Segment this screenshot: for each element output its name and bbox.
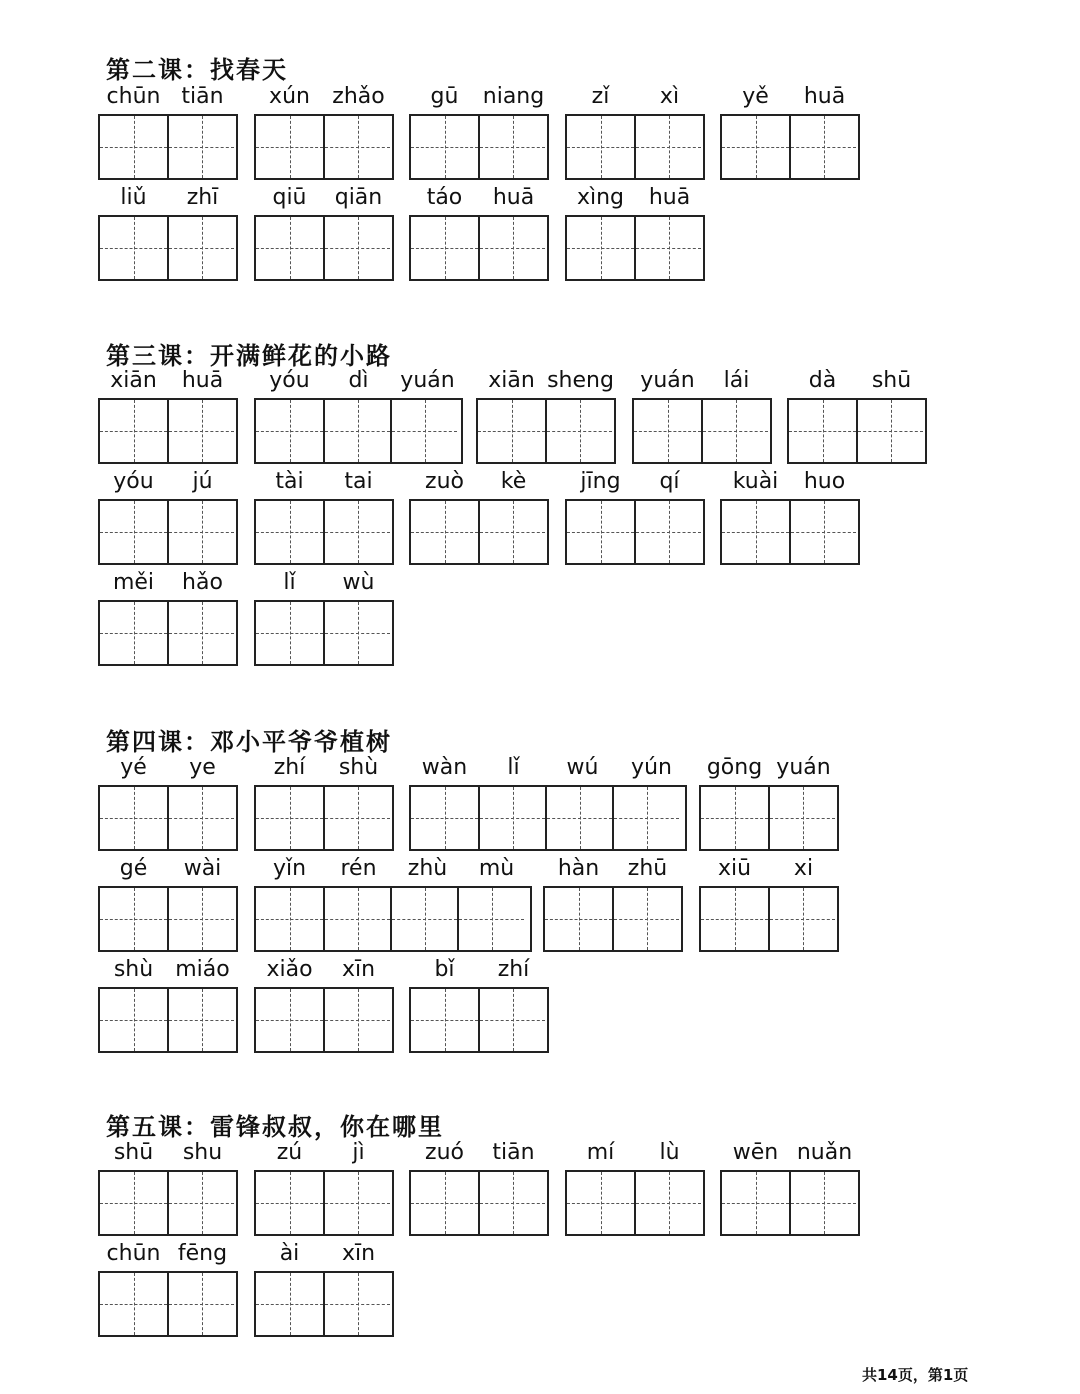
pinyin-syllable: miáo xyxy=(175,957,230,982)
pinyin-syllable: xi xyxy=(793,856,814,881)
pinyin-syllable: wài xyxy=(183,856,222,881)
pinyin-row xyxy=(409,955,549,985)
pinyin-syllable: jì xyxy=(352,1140,365,1165)
writing-cell[interactable] xyxy=(411,217,478,279)
tianzige-boxes xyxy=(98,1170,238,1236)
writing-cell[interactable] xyxy=(768,787,835,849)
writing-cell[interactable] xyxy=(167,888,234,950)
writing-cell[interactable] xyxy=(100,1172,167,1234)
writing-cell[interactable] xyxy=(478,400,545,462)
pinyin-row xyxy=(720,467,860,497)
pinyin-row xyxy=(98,366,238,396)
writing-cell[interactable] xyxy=(167,116,234,178)
pinyin-row xyxy=(98,854,238,884)
tianzige-boxes xyxy=(720,499,860,565)
writing-cell[interactable] xyxy=(567,116,634,178)
pinyin-row xyxy=(409,753,687,783)
tianzige-boxes xyxy=(254,215,394,281)
pinyin-syllable: huā xyxy=(181,368,224,393)
tianzige-boxes xyxy=(98,499,238,565)
tianzige-boxes xyxy=(409,114,549,180)
tianzige-boxes xyxy=(254,114,394,180)
pinyin-syllable: xīn xyxy=(341,957,376,982)
pinyin-syllable: xìng xyxy=(576,185,625,210)
pinyin-syllable: jú xyxy=(192,469,213,494)
writing-cell[interactable] xyxy=(323,501,390,563)
writing-cell[interactable] xyxy=(323,1172,390,1234)
writing-cell[interactable] xyxy=(722,1172,789,1234)
pinyin-syllable: nuǎn xyxy=(796,1140,853,1165)
writing-cell[interactable] xyxy=(478,501,545,563)
pinyin-syllable: yě xyxy=(742,84,769,109)
writing-cell[interactable] xyxy=(256,400,323,462)
pinyin-syllable: hǎo xyxy=(182,570,223,595)
pinyin-syllable: kuài xyxy=(732,469,779,494)
writing-cell[interactable] xyxy=(323,888,390,950)
pinyin-syllable: zhí xyxy=(497,957,530,982)
writing-cell[interactable] xyxy=(323,989,390,1051)
pinyin-syllable: táo xyxy=(426,185,463,210)
pinyin-syllable: wàn xyxy=(421,755,468,780)
pinyin-syllable: yuán xyxy=(400,368,455,393)
pinyin-row xyxy=(565,467,705,497)
writing-cell[interactable] xyxy=(256,888,323,950)
writing-cell[interactable] xyxy=(167,400,234,462)
pinyin-syllable: liǔ xyxy=(120,185,147,210)
pinyin-syllable: shù xyxy=(113,957,154,982)
pinyin-syllable: yuán xyxy=(640,368,695,393)
writing-cell[interactable] xyxy=(167,787,234,849)
pinyin-row xyxy=(699,753,839,783)
writing-cell[interactable] xyxy=(411,501,478,563)
tianzige-boxes xyxy=(98,114,238,180)
writing-cell[interactable] xyxy=(167,501,234,563)
tianzige-boxes xyxy=(254,600,394,666)
pinyin-row xyxy=(409,467,549,497)
pinyin-row xyxy=(720,1138,860,1168)
pinyin-row xyxy=(254,753,394,783)
writing-cell[interactable] xyxy=(634,116,701,178)
pinyin-row xyxy=(98,955,238,985)
pinyin-row xyxy=(254,955,394,985)
pinyin-row xyxy=(98,1138,238,1168)
tianzige-boxes xyxy=(565,1170,705,1236)
pinyin-syllable: gōng xyxy=(706,755,763,780)
lesson-title: 第三课：开满鲜花的小路 xyxy=(106,341,392,370)
writing-cell[interactable] xyxy=(100,888,167,950)
pinyin-syllable: bǐ xyxy=(434,957,455,982)
writing-cell[interactable] xyxy=(789,501,856,563)
writing-cell[interactable] xyxy=(411,1172,478,1234)
writing-cell[interactable] xyxy=(256,1172,323,1234)
pinyin-row xyxy=(254,1239,394,1269)
pinyin-syllable: gé xyxy=(119,856,148,881)
pinyin-syllable: xīn xyxy=(341,1241,376,1266)
writing-cell[interactable] xyxy=(701,400,768,462)
pinyin-syllable: zú xyxy=(276,1140,303,1165)
pinyin-row xyxy=(254,183,394,213)
tianzige-boxes xyxy=(254,1271,394,1337)
pinyin-row xyxy=(254,854,532,884)
pinyin-syllable: tai xyxy=(344,469,373,494)
tianzige-boxes xyxy=(565,114,705,180)
pinyin-syllable: shū xyxy=(113,1140,154,1165)
writing-cell[interactable] xyxy=(634,501,701,563)
pinyin-syllable: zhī xyxy=(186,185,219,210)
pinyin-row xyxy=(565,82,705,112)
pinyin-syllable: rén xyxy=(340,856,377,881)
pinyin-row xyxy=(254,366,463,396)
writing-cell[interactable] xyxy=(100,400,167,462)
writing-cell[interactable] xyxy=(411,787,478,849)
pinyin-syllable: lǐ xyxy=(283,570,296,595)
pinyin-syllable: tài xyxy=(275,469,304,494)
pinyin-syllable: huā xyxy=(492,185,535,210)
pinyin-syllable: huā xyxy=(803,84,846,109)
pinyin-syllable: hàn xyxy=(557,856,600,881)
pinyin-row xyxy=(632,366,772,396)
pinyin-syllable: lái xyxy=(723,368,750,393)
pinyin-syllable: měi xyxy=(112,570,155,595)
tianzige-boxes xyxy=(720,114,860,180)
pinyin-syllable: qiān xyxy=(334,185,383,210)
pinyin-syllable: wù xyxy=(342,570,375,595)
pinyin-syllable: zuò xyxy=(425,469,464,494)
pinyin-row xyxy=(409,1138,549,1168)
writing-cell[interactable] xyxy=(323,217,390,279)
pinyin-syllable: xiān xyxy=(488,368,535,393)
tianzige-boxes xyxy=(98,886,238,952)
pinyin-syllable: fēng xyxy=(177,1241,228,1266)
writing-cell[interactable] xyxy=(722,116,789,178)
pinyin-syllable: chūn xyxy=(106,84,161,109)
pinyin-syllable: zhù xyxy=(407,856,448,881)
writing-cell[interactable] xyxy=(390,888,457,950)
pinyin-syllable: lù xyxy=(659,1140,680,1165)
tianzige-boxes xyxy=(409,499,549,565)
pinyin-row xyxy=(98,467,238,497)
writing-cell[interactable] xyxy=(100,602,167,664)
pinyin-row xyxy=(565,183,705,213)
pinyin-row xyxy=(254,1138,394,1168)
tianzige-boxes xyxy=(254,886,532,952)
writing-cell[interactable] xyxy=(256,989,323,1051)
pinyin-syllable: tiān xyxy=(492,1140,535,1165)
pinyin-syllable: zǐ xyxy=(591,84,610,109)
pinyin-syllable: shū xyxy=(871,368,912,393)
tianzige-boxes xyxy=(98,1271,238,1337)
tianzige-boxes xyxy=(409,1170,549,1236)
pinyin-syllable: sheng xyxy=(547,368,614,393)
writing-cell[interactable] xyxy=(789,400,856,462)
writing-cell[interactable] xyxy=(545,400,612,462)
writing-cell[interactable] xyxy=(323,1273,390,1335)
writing-cell[interactable] xyxy=(856,400,923,462)
writing-cell[interactable] xyxy=(634,1172,701,1234)
pinyin-row xyxy=(699,854,839,884)
lesson-title: 第二课：找春天 xyxy=(106,55,288,84)
pinyin-row xyxy=(254,568,394,598)
pinyin-row xyxy=(98,568,238,598)
writing-cell[interactable] xyxy=(612,787,679,849)
tianzige-boxes xyxy=(476,398,616,464)
writing-cell[interactable] xyxy=(167,602,234,664)
tianzige-boxes xyxy=(720,1170,860,1236)
writing-cell[interactable] xyxy=(411,116,478,178)
writing-cell[interactable] xyxy=(768,888,835,950)
writing-cell[interactable] xyxy=(478,217,545,279)
tianzige-boxes xyxy=(254,785,394,851)
writing-cell[interactable] xyxy=(390,400,457,462)
pinyin-row xyxy=(98,1239,238,1269)
pinyin-syllable: shù xyxy=(338,755,379,780)
pinyin-syllable: xiǎo xyxy=(266,957,313,982)
pinyin-syllable: yóu xyxy=(269,368,310,393)
pinyin-row xyxy=(254,467,394,497)
tianzige-boxes xyxy=(409,785,687,851)
pinyin-syllable: yuán xyxy=(776,755,831,780)
pinyin-syllable: mí xyxy=(586,1140,615,1165)
pinyin-row xyxy=(720,82,860,112)
pinyin-row xyxy=(98,82,238,112)
pinyin-syllable: zhí xyxy=(273,755,306,780)
writing-cell[interactable] xyxy=(167,1273,234,1335)
pinyin-row xyxy=(476,366,616,396)
writing-cell[interactable] xyxy=(567,217,634,279)
pinyin-syllable: zhǎo xyxy=(332,84,385,109)
writing-cell[interactable] xyxy=(256,602,323,664)
writing-cell[interactable] xyxy=(701,787,768,849)
page-footer: 共14页，第1页 xyxy=(862,1366,969,1384)
tianzige-boxes xyxy=(565,215,705,281)
writing-cell[interactable] xyxy=(100,501,167,563)
tianzige-boxes xyxy=(254,398,463,464)
writing-cell[interactable] xyxy=(256,787,323,849)
pinyin-syllable: dà xyxy=(808,368,837,393)
writing-cell[interactable] xyxy=(100,989,167,1051)
pinyin-syllable: xiān xyxy=(110,368,157,393)
writing-cell[interactable] xyxy=(457,888,524,950)
writing-cell[interactable] xyxy=(100,217,167,279)
tianzige-boxes xyxy=(787,398,927,464)
writing-cell[interactable] xyxy=(612,888,679,950)
pinyin-syllable: yóu xyxy=(113,469,154,494)
pinyin-syllable: ye xyxy=(189,755,216,780)
pinyin-syllable: mù xyxy=(478,856,515,881)
writing-cell[interactable] xyxy=(567,501,634,563)
pinyin-row xyxy=(543,854,683,884)
writing-cell[interactable] xyxy=(411,989,478,1051)
pinyin-syllable: yé xyxy=(120,755,147,780)
tianzige-boxes xyxy=(543,886,683,952)
pinyin-syllable: wú xyxy=(566,755,599,780)
pinyin-syllable: wēn xyxy=(732,1140,779,1165)
writing-cell[interactable] xyxy=(167,989,234,1051)
pinyin-syllable: lǐ xyxy=(507,755,520,780)
tianzige-boxes xyxy=(98,987,238,1053)
pinyin-syllable: niang xyxy=(482,84,545,109)
writing-cell[interactable] xyxy=(323,787,390,849)
writing-cell[interactable] xyxy=(722,501,789,563)
pinyin-syllable: gū xyxy=(430,84,459,109)
pinyin-syllable: huā xyxy=(648,185,691,210)
pinyin-row xyxy=(254,82,394,112)
pinyin-syllable: qí xyxy=(659,469,680,494)
pinyin-row xyxy=(98,183,238,213)
writing-cell[interactable] xyxy=(789,116,856,178)
writing-cell[interactable] xyxy=(100,787,167,849)
tianzige-boxes xyxy=(254,499,394,565)
tianzige-boxes xyxy=(632,398,772,464)
writing-cell[interactable] xyxy=(478,116,545,178)
writing-cell[interactable] xyxy=(478,989,545,1051)
pinyin-syllable: yǐn xyxy=(272,856,307,881)
tianzige-boxes xyxy=(98,215,238,281)
writing-cell[interactable] xyxy=(100,116,167,178)
writing-cell[interactable] xyxy=(789,1172,856,1234)
pinyin-syllable: jīng xyxy=(580,469,621,494)
pinyin-syllable: dì xyxy=(348,368,369,393)
writing-cell[interactable] xyxy=(256,501,323,563)
tianzige-boxes xyxy=(254,987,394,1053)
pinyin-syllable: xiū xyxy=(717,856,752,881)
tianzige-boxes xyxy=(98,785,238,851)
tianzige-boxes xyxy=(254,1170,394,1236)
writing-cell[interactable] xyxy=(478,787,545,849)
pinyin-syllable: ài xyxy=(279,1241,300,1266)
writing-cell[interactable] xyxy=(323,602,390,664)
pinyin-syllable: qiū xyxy=(272,185,307,210)
pinyin-row xyxy=(565,1138,705,1168)
pinyin-row xyxy=(98,753,238,783)
pinyin-syllable: xún xyxy=(269,84,310,109)
writing-cell[interactable] xyxy=(478,1172,545,1234)
pinyin-syllable: kè xyxy=(500,469,527,494)
tianzige-boxes xyxy=(98,398,238,464)
lesson-title: 第四课：邓小平爷爷植树 xyxy=(106,727,392,756)
tianzige-boxes xyxy=(699,886,839,952)
pinyin-syllable: xì xyxy=(659,84,680,109)
writing-cell[interactable] xyxy=(545,888,612,950)
writing-cell[interactable] xyxy=(167,217,234,279)
pinyin-syllable: tiān xyxy=(181,84,224,109)
writing-cell[interactable] xyxy=(323,400,390,462)
pinyin-syllable: yún xyxy=(631,755,672,780)
pinyin-syllable: shu xyxy=(182,1140,223,1165)
writing-cell[interactable] xyxy=(545,787,612,849)
writing-cell[interactable] xyxy=(167,1172,234,1234)
tianzige-boxes xyxy=(409,987,549,1053)
pinyin-syllable: zuó xyxy=(425,1140,464,1165)
writing-cell[interactable] xyxy=(567,1172,634,1234)
writing-cell[interactable] xyxy=(634,400,701,462)
pinyin-row xyxy=(409,183,549,213)
pinyin-syllable: huo xyxy=(803,469,846,494)
pinyin-syllable: chūn xyxy=(106,1241,161,1266)
writing-cell[interactable] xyxy=(634,217,701,279)
tianzige-boxes xyxy=(409,215,549,281)
writing-cell[interactable] xyxy=(701,888,768,950)
tianzige-boxes xyxy=(98,600,238,666)
writing-cell[interactable] xyxy=(256,116,323,178)
writing-cell[interactable] xyxy=(323,116,390,178)
pinyin-syllable: zhū xyxy=(627,856,668,881)
writing-cell[interactable] xyxy=(256,1273,323,1335)
tianzige-boxes xyxy=(565,499,705,565)
tianzige-boxes xyxy=(699,785,839,851)
writing-cell[interactable] xyxy=(100,1273,167,1335)
pinyin-row xyxy=(787,366,927,396)
pinyin-row xyxy=(409,82,549,112)
lesson-title: 第五课：雷锋叔叔，你在哪里 xyxy=(106,1112,444,1141)
writing-cell[interactable] xyxy=(256,217,323,279)
